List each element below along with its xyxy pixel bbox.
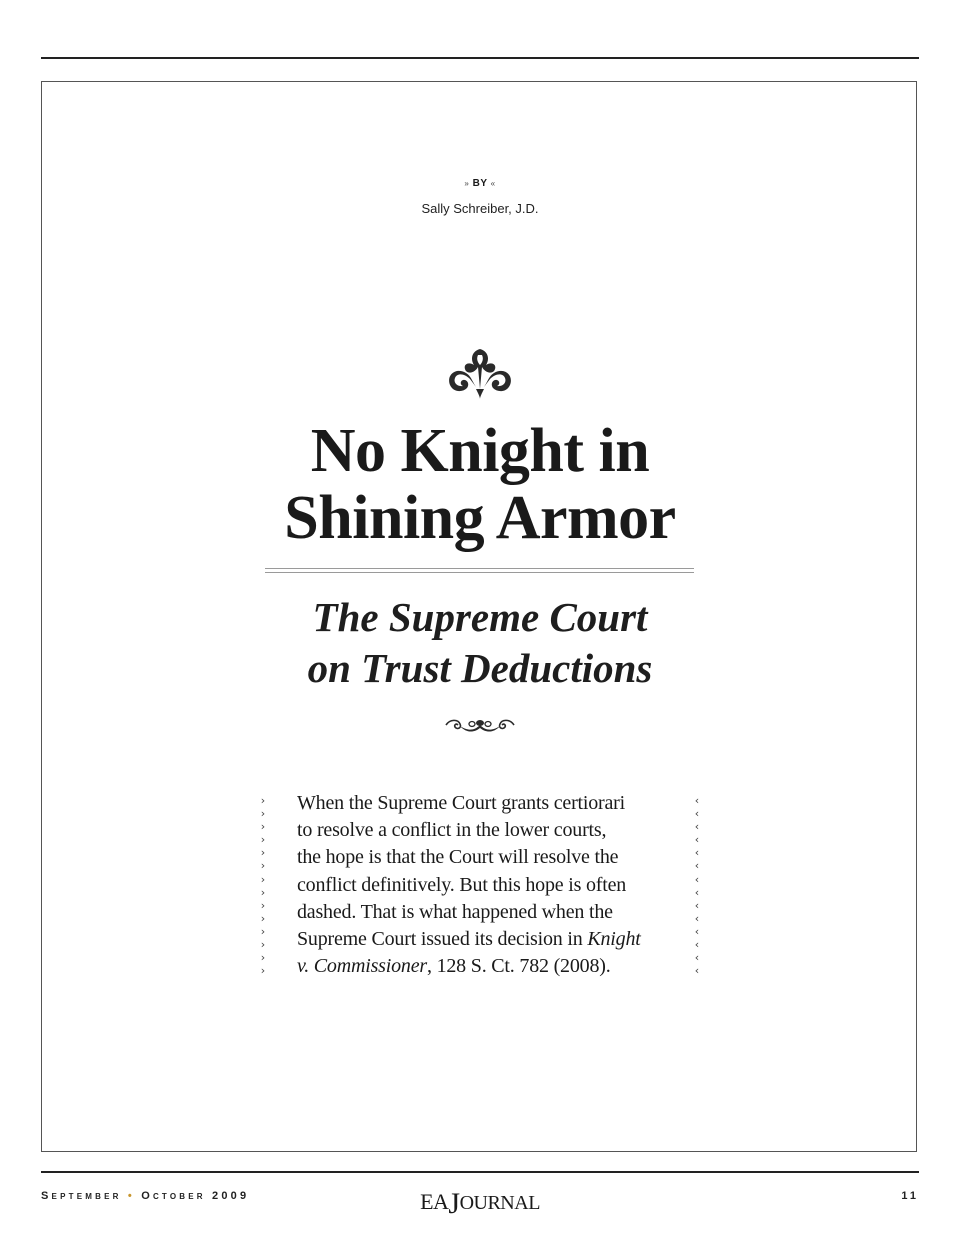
dek-line-3: the hope is that the Court will resolve the: [297, 846, 619, 869]
issue-month-2: October: [141, 1190, 206, 1202]
author-name: Sally Schreiber, J.D.: [421, 201, 539, 216]
dek-line-4: conflict definitively. But this hope is often: [297, 873, 627, 896]
top-rule: [41, 57, 919, 59]
dek-line-5: dashed. That is what happened when the: [297, 900, 613, 923]
dek-line-2: to resolve a conflict in the lower courts,: [297, 819, 607, 842]
article-title-line-2: Shining Armor: [284, 484, 676, 552]
dek-left-chevron-border-icon: › › › › › › › › › › › › › ›: [260, 794, 266, 978]
article-title: [0, 418, 960, 552]
dek-right-chevron-border-icon: ‹ ‹ ‹ ‹ ‹ ‹ ‹ ‹ ‹ ‹ ‹ ‹ ‹ ‹: [694, 794, 700, 978]
title-divider-top: [265, 568, 694, 569]
article-title-line-1: No Knight in: [310, 417, 650, 485]
title-divider-bottom: [265, 572, 694, 573]
article-subtitle: [0, 592, 960, 694]
case-citation: , 128 S. Ct. 782 (2008).: [426, 955, 611, 978]
logo-ournal: OURNAL: [459, 1192, 540, 1214]
article-subtitle-line-1: The Supreme Court: [312, 594, 648, 640]
logo-j: J: [448, 1187, 460, 1220]
bottom-rule: [41, 1171, 919, 1173]
scroll-divider-ornament-icon: [444, 715, 516, 735]
page-number: 11: [901, 1190, 919, 1202]
byline-label-text: BY: [472, 178, 488, 189]
dek-paragraph: [297, 790, 669, 980]
fleuron-ornament-icon: [440, 345, 520, 401]
byline-chevron-right-icon: «: [490, 179, 496, 188]
logo-ea: EA: [420, 1189, 449, 1214]
byline-chevron-left-icon: »: [464, 179, 470, 188]
byline-label: [0, 178, 960, 189]
issue-date-separator-icon: •: [127, 1190, 135, 1202]
ea-journal-logo: [0, 1183, 960, 1220]
issue-year: 2009: [212, 1190, 250, 1202]
article-subtitle-line-2: on Trust Deductions: [307, 645, 653, 691]
case-name-part-1: Knight: [587, 928, 641, 951]
dek-block: [258, 790, 702, 980]
dek-line-1: When the Supreme Court grants certiorari: [297, 792, 625, 814]
dek-line-6: Supreme Court issued its decision in: [297, 928, 588, 951]
issue-month-1: September: [41, 1190, 122, 1202]
case-name-part-2: v. Commissioner: [297, 955, 427, 978]
